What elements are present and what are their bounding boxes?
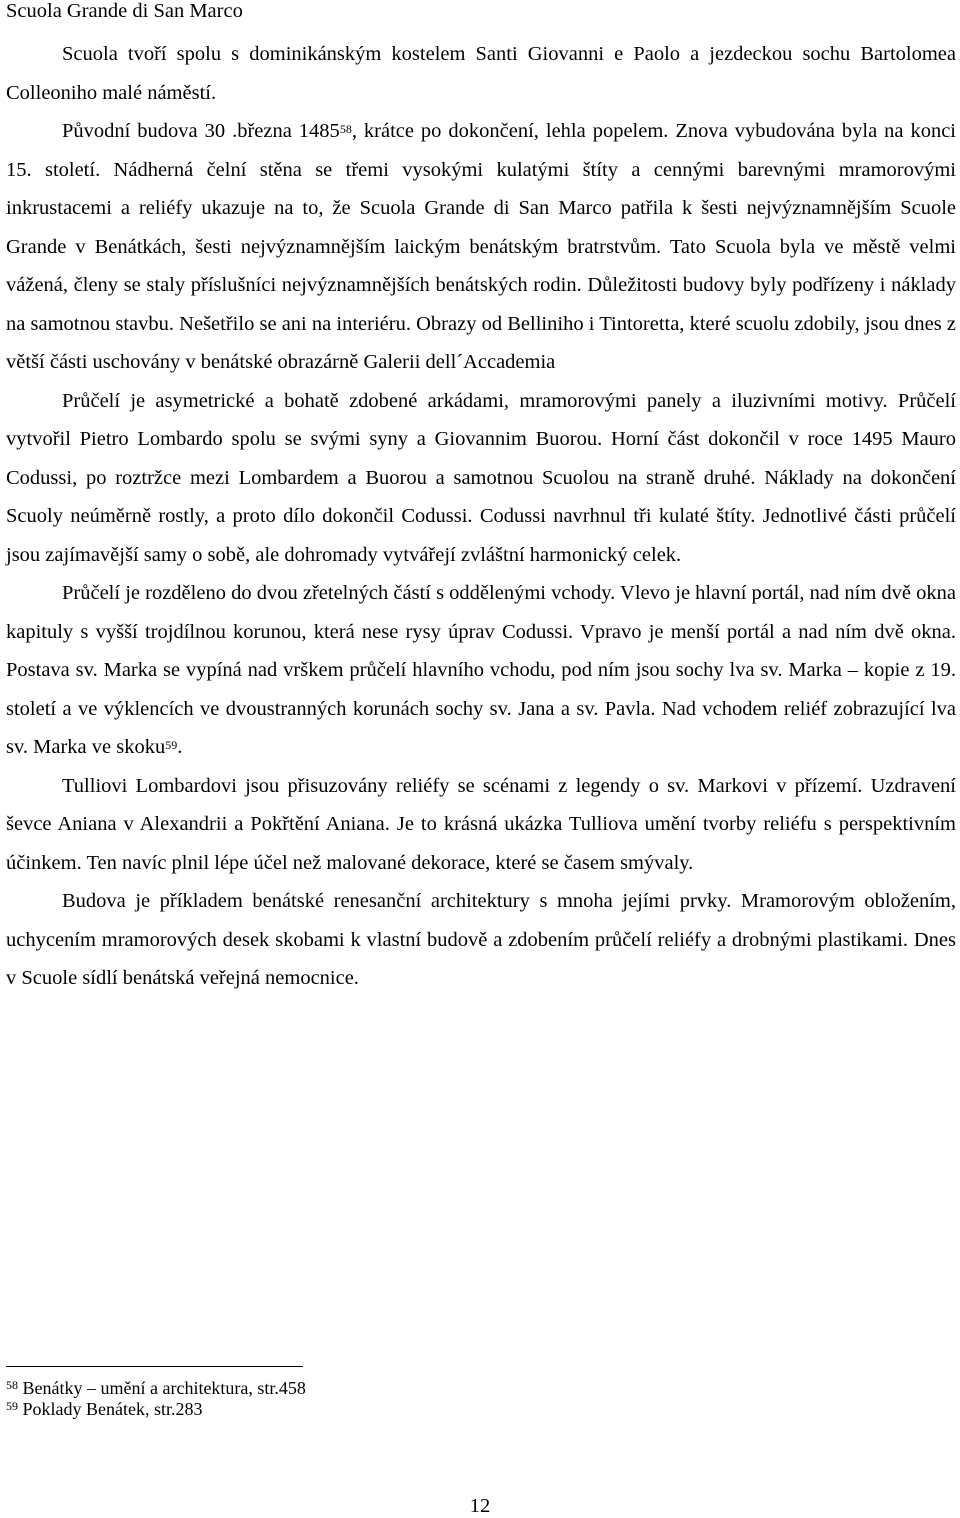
paragraph-1-text: Scuola tvoří spolu s dominikánským kostelem Santi Giovanni e Paolo a jezdeckou sochu Bartolomea Colleoniho malé náměstí. <box>6 43 956 104</box>
footnote-59-number: 59 <box>6 1399 18 1413</box>
paragraph-3 <box>6 382 956 575</box>
paragraph-4-text-a: Průčelí je rozděleno do dvou zřetelných částí s oddělenými vchody. Vlevo je hlavní portál, nad ním dvě okna kapituly s vyšší trojdílnou korunou, která nese rysy úprav Codussi. Vpravo je menší portál a nad ním dvě okna. Postava sv. Marka se vypíná nad vrškem průčelí hlavního vchodu, pod ním jsou sochy lva sv. Marka – kopie z 19. století a ve výklencích ve dvoustranných korunách sochy sv. Jana a sv. Pavla. Nad vchodem reliéf zobrazující lva sv. Marka ve skoku <box>6 582 956 758</box>
paragraph-6 <box>6 882 956 998</box>
paragraph-2-text-b: , krátce po dokončení, lehla popelem. Znova vybudována byla na konci 15. století. Nádherná čelní stěna se třemi vysokými kulatými štíty a cennými barevnými mramorovými inkrustacemi a reliéfy ukazuje na to, že Scuola Grande di San Marco patřila k šesti nejvýznamnějším Scuole Grande v Benátkách, šesti nejvýznamnějším laickým benátským bratrstvům. Tato Scuola byla ve městě velmi vážená, členy se staly příslušníci nejvýznamnějších benátských rodin. Důležitosti budovy byly podřízeny i náklady na samotnou stavbu. Nešetřilo se ani na interiéru. Obrazy od Belliniho i Tintoretta, které scuolu zdobily, jsou dnes z větší části uschovány v benátské obrazárně Galerii dell´Accademia <box>6 120 956 373</box>
footnote-58-text: Benátky – umění a architektura, str.458 <box>18 1378 306 1398</box>
paragraph-3-text: Průčelí je asymetrické a bohatě zdobené arkádami, mramorovými panely a iluzivními motivy. Průčelí vytvořil Pietro Lombardo spolu se svými syny a Giovannim Buorou. Horní část dokončil v roce 1495 Mauro Codussi, po roztržce mezi Lombardem a Buorou a samotnou Scuolou na straně druhé. Náklady na dokončení Scuoly neúměrně rostly, a proto dílo dokončil Codussi. Codussi navrhnul tři kulaté štíty. Jednotlivé části průčelí jsou zajímavější samy o sobě, ale dohromady vytvářejí zvláštní harmonický celek. <box>6 389 956 566</box>
paragraph-4-text-b: . <box>177 736 183 758</box>
paragraph-5 <box>6 767 956 883</box>
footnote-ref-59[interactable]: 59 <box>165 738 178 752</box>
document-title: Scuola Grande di San Marco <box>6 0 243 22</box>
footnote-ref-58[interactable]: 58 <box>339 122 352 136</box>
paragraph-4 <box>6 574 956 767</box>
footnote-59 <box>6 1399 606 1420</box>
paragraph-6-text: Budova je příkladem benátské renesanční architektury s mnoha jejími prvky. Mramorovým obložením, uchycením mramorových desek skobami k vlastní budově a zdobením průčelí reliéfy a drobnými plastikami. Dnes v Scuole sídlí benátská veřejná nemocnice. <box>6 890 956 989</box>
document-page <box>6 0 956 998</box>
footnote-59-text: Poklady Benátek, str.283 <box>18 1399 203 1419</box>
paragraph-2-text-a: Původní budova 30 .března 1485 <box>62 120 340 142</box>
paragraph-1 <box>6 35 956 112</box>
page-number: 12 <box>469 1495 491 1517</box>
paragraph-2 <box>6 112 956 382</box>
footnote-58 <box>6 1378 606 1399</box>
paragraph-5-text: Tulliovi Lombardovi jsou přisuzovány reliéfy se scénami z legendy o sv. Markovi v přízemí. Uzdravení ševce Aniana v Alexandrii a Pokřtění Aniana. Je to krásná ukázka Tulliova umění tvorby reliéfu s perspektivním účinkem. Ten navíc plnil lépe účel než malované dekorace, které se časem smývaly. <box>6 774 956 874</box>
footnotes-section <box>6 1366 606 1420</box>
footnote-separator <box>6 1366 303 1367</box>
footnote-58-number: 58 <box>6 1378 18 1392</box>
